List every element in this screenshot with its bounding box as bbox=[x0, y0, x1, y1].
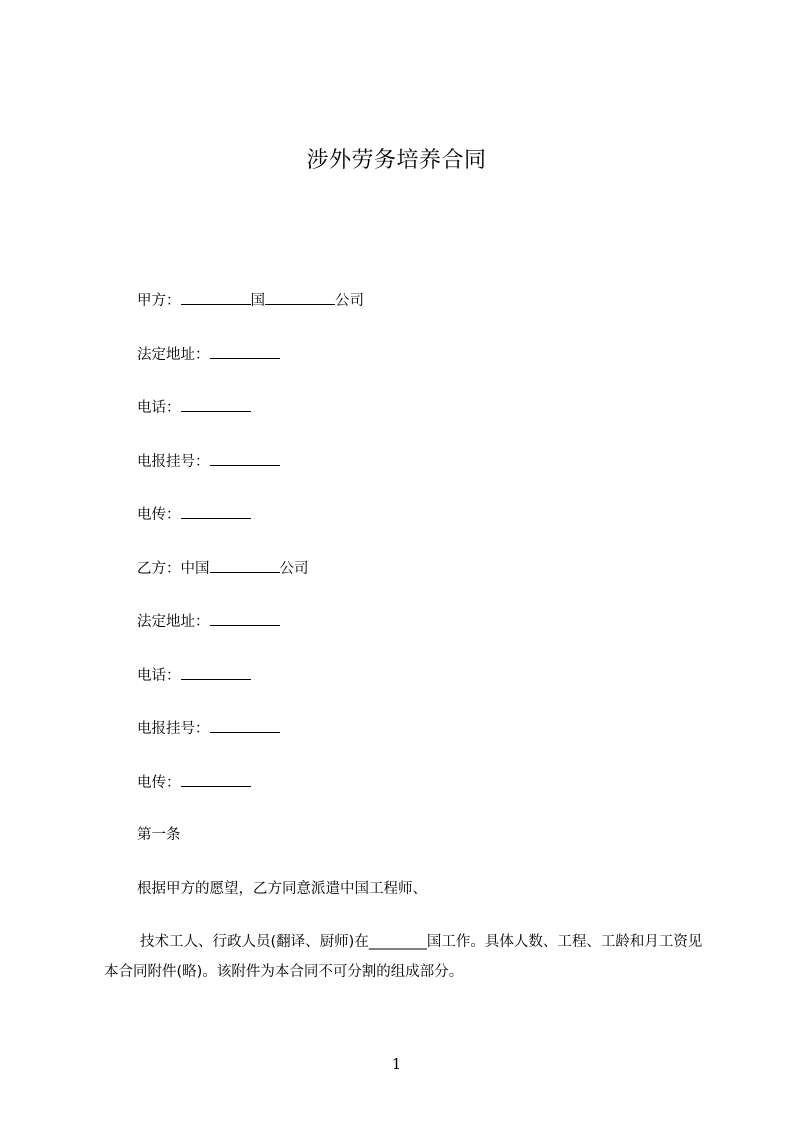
party-a-country-blank bbox=[181, 290, 251, 305]
article-1-paragraph bbox=[104, 927, 714, 987]
party-a-company-suffix: 公司 bbox=[335, 293, 364, 309]
party-a-address-blank bbox=[210, 344, 280, 359]
party-a-phone-line bbox=[137, 397, 251, 418]
party-a-fax-label: 电传： bbox=[137, 507, 181, 523]
party-b-fax-label: 电传： bbox=[137, 775, 181, 791]
party-a-country-suffix: 国 bbox=[250, 293, 265, 309]
party-b-address-label: 法定地址： bbox=[137, 614, 210, 630]
article-1-country-blank: ________ bbox=[368, 934, 427, 950]
party-a-company-blank bbox=[265, 290, 335, 305]
party-a-telegraph-label: 电报挂号： bbox=[137, 454, 210, 470]
party-b-phone-blank bbox=[181, 665, 251, 680]
party-a-telegraph-blank bbox=[210, 451, 280, 466]
party-b-company-blank bbox=[210, 558, 280, 573]
party-b-company-suffix: 公司 bbox=[279, 561, 309, 577]
party-b-fax-blank bbox=[181, 772, 251, 787]
party-a-telegraph-line bbox=[137, 451, 280, 472]
party-a-address-line bbox=[137, 344, 280, 365]
party-b-phone-line bbox=[137, 665, 251, 686]
document-title: 涉外劳务培养合同 bbox=[306, 148, 487, 173]
article-1-para-rest: 国工作。具体人数、工程、工龄和月工资见本合同附件(略)。该附件为本合同不可分割的组成部分。 bbox=[104, 934, 703, 980]
party-b-address-blank bbox=[210, 611, 280, 626]
party-b-telegraph-line bbox=[137, 718, 280, 739]
article-1-heading: 第一条 bbox=[137, 827, 181, 843]
party-a-phone-blank bbox=[181, 397, 251, 412]
party-b-country: 中国 bbox=[180, 561, 210, 577]
party-a-line bbox=[137, 290, 364, 311]
party-b-telegraph-blank bbox=[210, 718, 280, 733]
party-a-fax-blank bbox=[181, 504, 251, 519]
party-b-label: 乙方： bbox=[137, 561, 181, 577]
page-number: 1 bbox=[391, 1055, 402, 1073]
party-b-fax-line bbox=[137, 772, 251, 793]
party-a-fax-line bbox=[137, 504, 251, 525]
party-a-address-label: 法定地址： bbox=[137, 347, 210, 363]
article-1-para-start: 技术工人、行政人员(翻译、厨师)在 bbox=[140, 934, 369, 950]
party-b-line bbox=[137, 558, 309, 579]
party-b-phone-label: 电话： bbox=[137, 668, 181, 684]
party-a-label: 甲方： bbox=[137, 293, 181, 309]
article-1-line-1: 根据甲方的愿望，乙方同意派遣中国工程师、 bbox=[137, 881, 427, 897]
party-a-phone-label: 电话： bbox=[137, 400, 181, 416]
party-b-address-line bbox=[137, 611, 280, 632]
party-b-telegraph-label: 电报挂号： bbox=[137, 721, 210, 737]
